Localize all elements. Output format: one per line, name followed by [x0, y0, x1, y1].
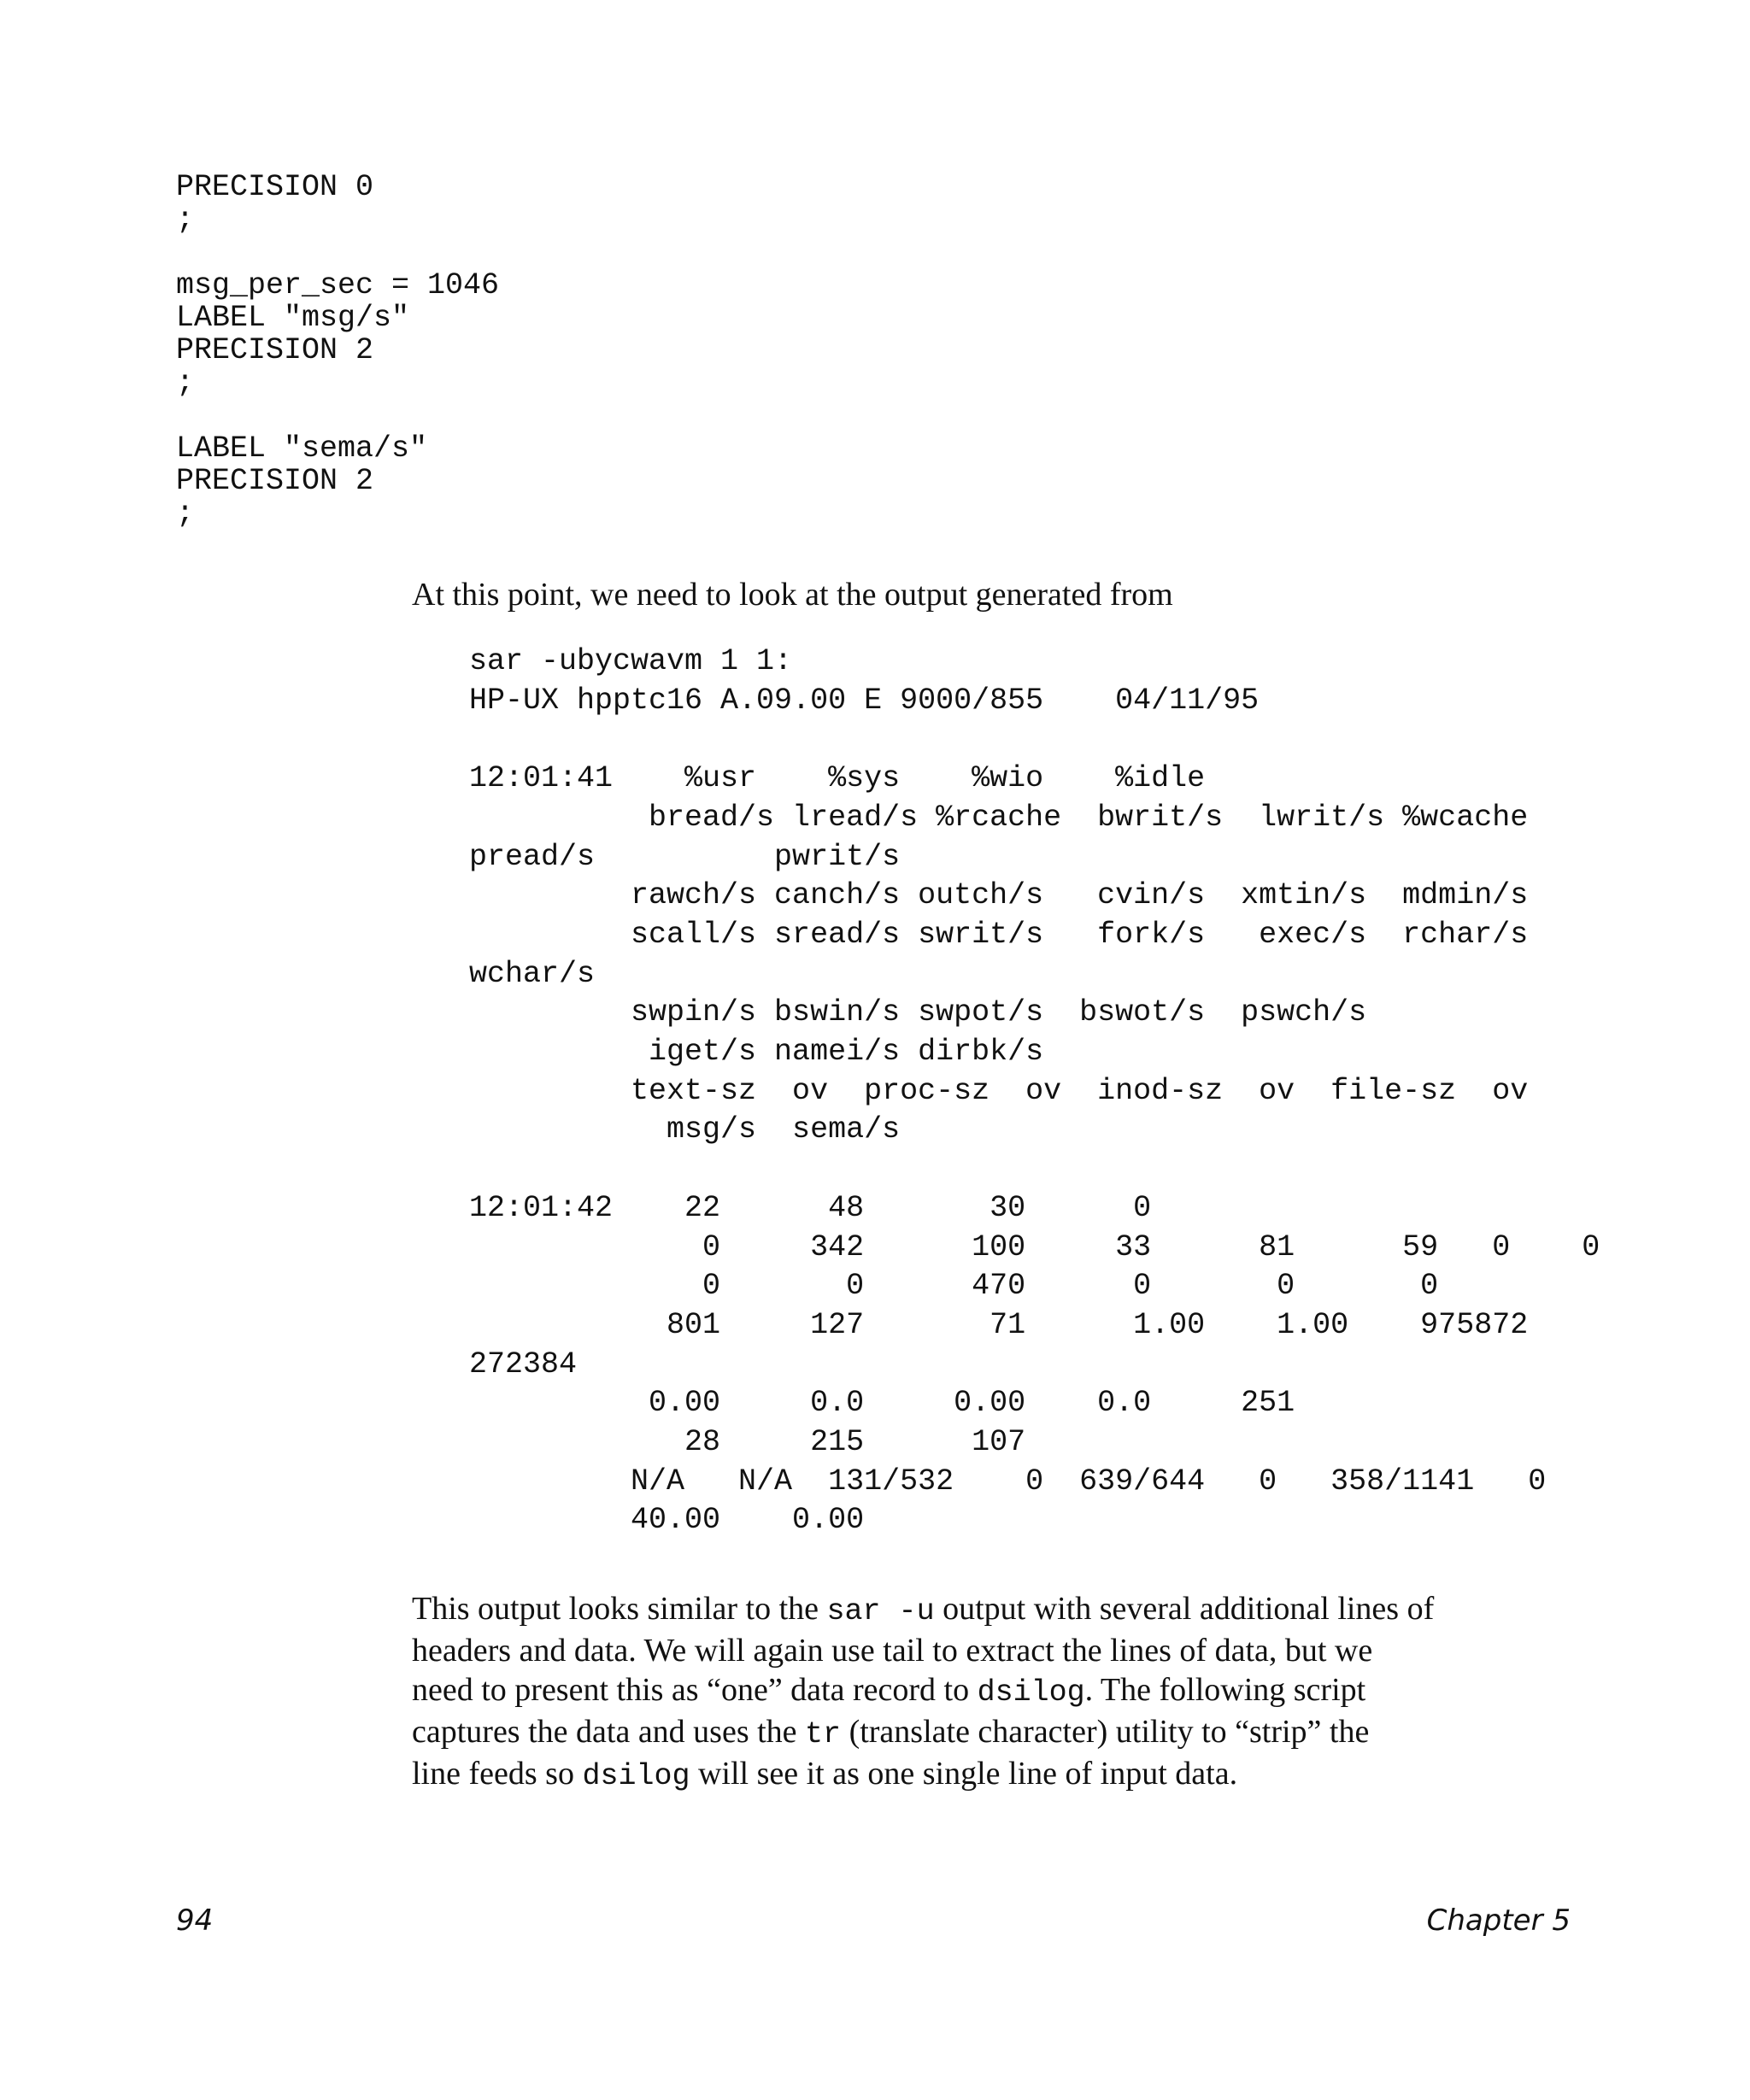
paragraph-line: This output looks similar to the sar -u output with several additional lines of [412, 1591, 1435, 1628]
page-number: 94 [176, 1903, 214, 1938]
inline-code: dsilog [977, 1675, 1085, 1710]
code-listing-top: PRECISION 0 ; msg_per_sec = 1046 LABEL "msg/s" PRECISION 2 ; LABEL "sema/s" PRECISION 2 ; [176, 170, 500, 531]
inline-code: tr [805, 1717, 842, 1751]
inline-code: sar -u [826, 1594, 935, 1628]
explanation-paragraph [412, 1589, 1625, 1796]
paragraph-line: headers and data. We will again use tail to extract the lines of data, but we [412, 1633, 1373, 1669]
intro-sentence: At this point, we need to look at the output generated from [412, 577, 1173, 613]
paragraph-line: captures the data and uses the tr (translate character) utility to “strip” the [412, 1714, 1370, 1751]
paragraph-line: line feeds so dsilog will see it as one single line of input data. [412, 1756, 1238, 1793]
paragraph-line: need to present this as “one” data record to dsilog. The following script [412, 1672, 1366, 1710]
inline-code: dsilog [582, 1759, 690, 1793]
sar-output-listing: sar -ubycwavm 1 1: HP-UX hpptc16 A.09.00 E 9000/855 04/11/95 12:01:41 %usr %sys %wio %idle bread/s lread/s %rcache bwrit/s lwrit/s %wcache pread/s pwrit/s rawch/s canch/s outch/s cvin/s xmtin/s mdmin/s scall/s sread/s swrit/s fork/s exec/s rchar/s wchar/s swpin/s bswin/s swpot/s bswot/s pswch/s iget/s namei/s dirbk/s text-sz ov proc-sz ov inod-sz ov file-sz ov msg/s sema/s 12:01:42 22 48 30 0 0 342 100 33 81 59 0 0 0 0 470 0 0 0 801 127 71 1.00 1.00 975872 272384 0.00 0.0 0.00 0.0 251 28 215 107 N/A N/A 131/532 0 639/644 0 358/1141 0 40.00 0.00 [469, 644, 1600, 1538]
chapter-label: Chapter 5 [1426, 1903, 1571, 1938]
